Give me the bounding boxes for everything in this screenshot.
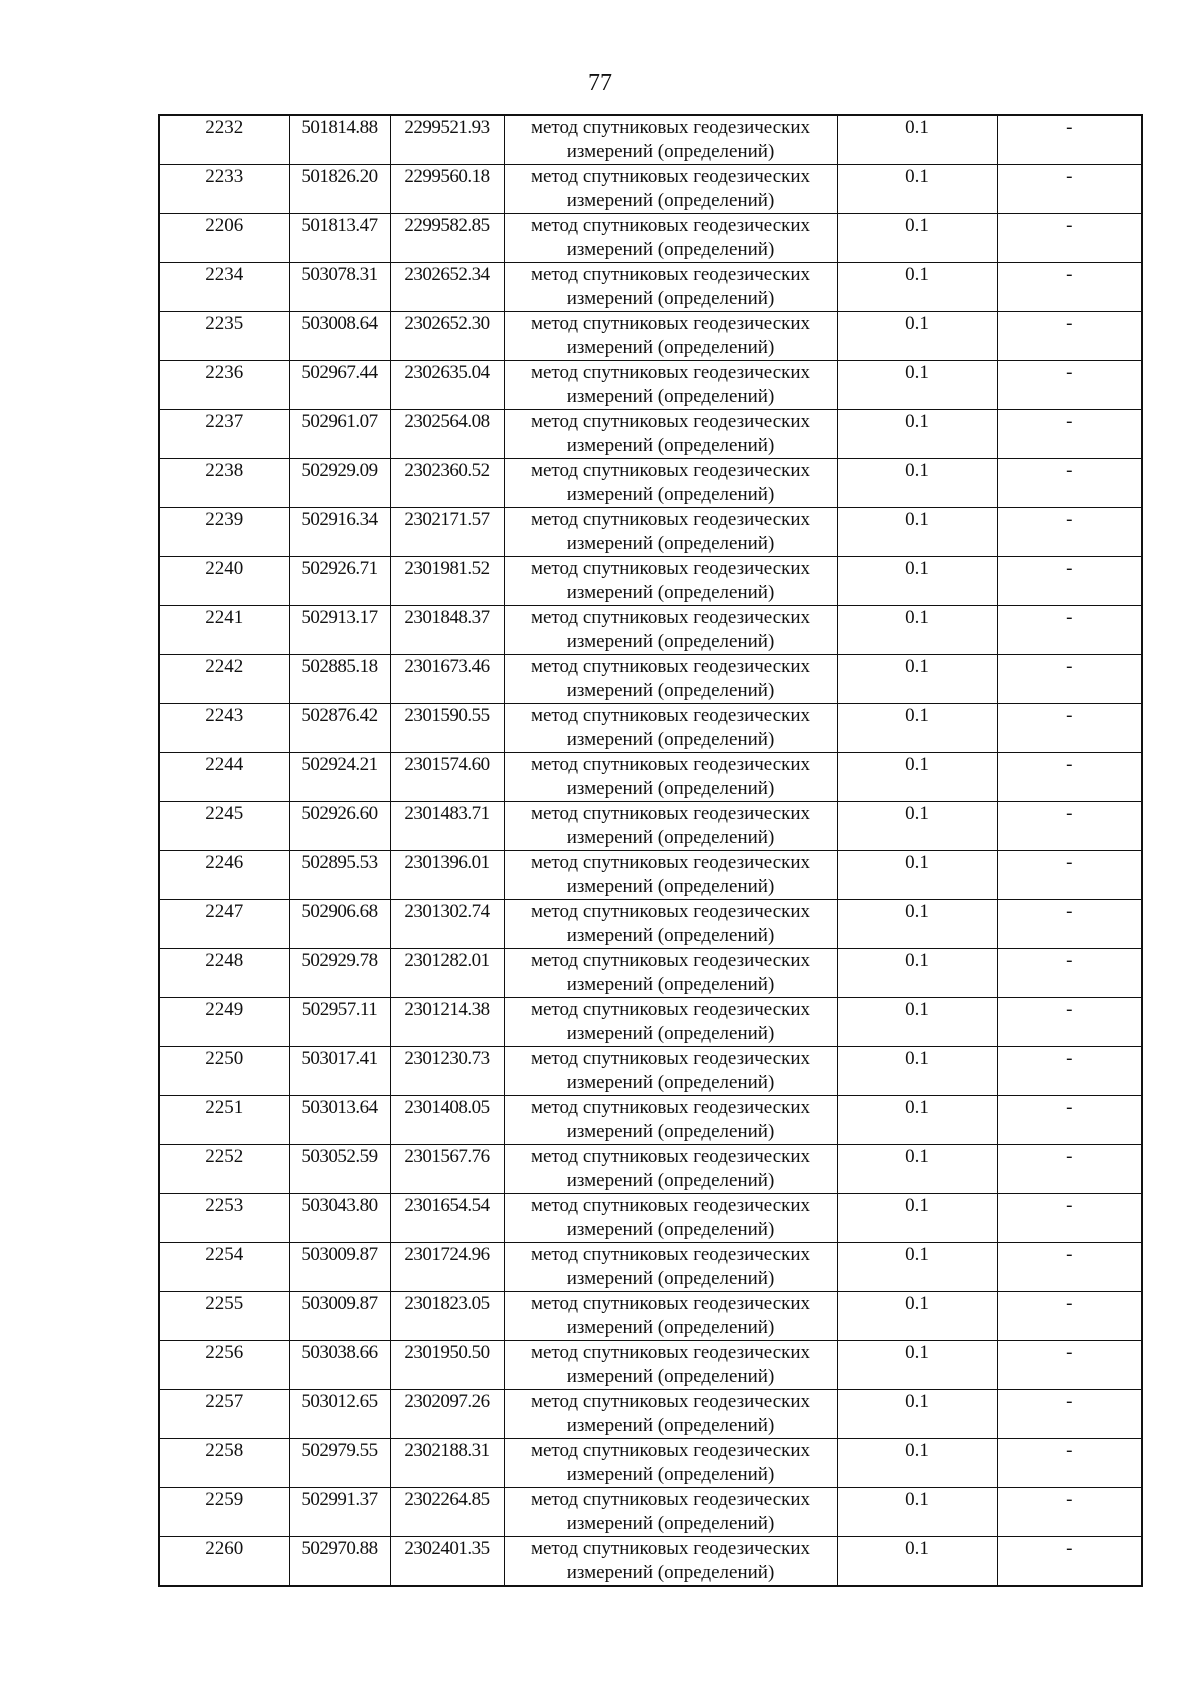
table-row (159, 1194, 1142, 1243)
x-coordinate-cell: 503017.41 (289, 1047, 390, 1096)
y-coordinate-cell: 2302652.30 (390, 312, 504, 361)
method-text-line1: метод спутниковых геодезических (530, 558, 811, 579)
y-coordinate-cell: 2301724.96 (390, 1243, 504, 1292)
accuracy-cell: 0.1 (837, 851, 997, 900)
method-text-line2: измерений (определений) (566, 1366, 775, 1387)
method-text-line2: измерений (определений) (566, 680, 775, 701)
x-coordinate-cell: 502906.68 (289, 900, 390, 949)
accuracy-cell: 0.1 (837, 1292, 997, 1341)
method-text-line1: метод спутниковых геодезических (530, 509, 811, 530)
accuracy-cell: 0.1 (837, 410, 997, 459)
y-coordinate-cell: 2301567.76 (390, 1145, 504, 1194)
method-text-line1: метод спутниковых геодезических (530, 1489, 811, 1510)
method-cell (504, 704, 837, 753)
method-text-line2: измерений (определений) (566, 435, 775, 456)
method-cell (504, 1439, 837, 1488)
accuracy-cell: 0.1 (837, 361, 997, 410)
accuracy-cell: 0.1 (837, 998, 997, 1047)
accuracy-cell: 0.1 (837, 1243, 997, 1292)
description-cell: - (997, 557, 1142, 606)
y-coordinate-cell: 2301574.60 (390, 753, 504, 802)
method-cell (504, 508, 837, 557)
y-coordinate-cell: 2301654.54 (390, 1194, 504, 1243)
table-row (159, 1145, 1142, 1194)
method-text-line2: измерений (определений) (566, 1023, 775, 1044)
table-row (159, 1537, 1142, 1587)
description-cell: - (997, 900, 1142, 949)
table-row (159, 1096, 1142, 1145)
method-text-line2: измерений (определений) (566, 484, 775, 505)
accuracy-cell: 0.1 (837, 802, 997, 851)
table-row (159, 606, 1142, 655)
method-cell (504, 998, 837, 1047)
x-coordinate-cell: 503078.31 (289, 263, 390, 312)
y-coordinate-cell: 2301823.05 (390, 1292, 504, 1341)
table-row (159, 1488, 1142, 1537)
accuracy-cell: 0.1 (837, 1488, 997, 1537)
method-cell (504, 1537, 837, 1587)
table-row (159, 361, 1142, 410)
table-row (159, 165, 1142, 214)
method-text-line1: метод спутниковых геодезических (530, 460, 811, 481)
method-cell (504, 263, 837, 312)
x-coordinate-cell: 503013.64 (289, 1096, 390, 1145)
y-coordinate-cell: 2299521.93 (390, 115, 504, 165)
method-text-line1: метод спутниковых геодезических (530, 117, 811, 138)
table-row (159, 998, 1142, 1047)
x-coordinate-cell: 503008.64 (289, 312, 390, 361)
method-text-line2: измерений (определений) (566, 1268, 775, 1289)
accuracy-cell: 0.1 (837, 1047, 997, 1096)
description-cell: - (997, 802, 1142, 851)
point-number-cell: 2246 (159, 851, 289, 900)
accuracy-cell: 0.1 (837, 1194, 997, 1243)
point-number-cell: 2245 (159, 802, 289, 851)
table-row (159, 1047, 1142, 1096)
table-row (159, 1341, 1142, 1390)
x-coordinate-cell: 502979.55 (289, 1439, 390, 1488)
table-row (159, 1439, 1142, 1488)
point-number-cell: 2243 (159, 704, 289, 753)
table-row (159, 508, 1142, 557)
y-coordinate-cell: 2302564.08 (390, 410, 504, 459)
description-cell: - (997, 1341, 1142, 1390)
method-text-line2: измерений (определений) (566, 1464, 775, 1485)
method-text-line1: метод спутниковых геодезических (530, 166, 811, 187)
method-cell (504, 1243, 837, 1292)
accuracy-cell: 0.1 (837, 1096, 997, 1145)
y-coordinate-cell: 2301673.46 (390, 655, 504, 704)
description-cell: - (997, 459, 1142, 508)
method-text-line2: измерений (определений) (566, 974, 775, 995)
method-cell (504, 753, 837, 802)
point-number-cell: 2239 (159, 508, 289, 557)
method-cell (504, 1341, 837, 1390)
method-text-line1: метод спутниковых геодезических (530, 1391, 811, 1412)
method-text-line2: измерений (определений) (566, 1415, 775, 1436)
table-row (159, 459, 1142, 508)
description-cell: - (997, 949, 1142, 998)
x-coordinate-cell: 501814.88 (289, 115, 390, 165)
accuracy-cell: 0.1 (837, 704, 997, 753)
accuracy-cell: 0.1 (837, 263, 997, 312)
method-text-line2: измерений (определений) (566, 876, 775, 897)
description-cell: - (997, 1390, 1142, 1439)
y-coordinate-cell: 2302401.35 (390, 1537, 504, 1587)
accuracy-cell: 0.1 (837, 165, 997, 214)
method-text-line1: метод спутниковых геодезических (530, 411, 811, 432)
method-text-line2: измерений (определений) (566, 1562, 775, 1583)
table-row (159, 312, 1142, 361)
method-cell (504, 214, 837, 263)
description-cell: - (997, 115, 1142, 165)
x-coordinate-cell: 502885.18 (289, 655, 390, 704)
point-number-cell: 2255 (159, 1292, 289, 1341)
method-text-line1: метод спутниковых геодезических (530, 1538, 811, 1559)
x-coordinate-cell: 502926.60 (289, 802, 390, 851)
y-coordinate-cell: 2302097.26 (390, 1390, 504, 1439)
method-text-line1: метод спутниковых геодезических (530, 705, 811, 726)
method-cell (504, 851, 837, 900)
x-coordinate-cell: 502929.78 (289, 949, 390, 998)
x-coordinate-cell: 502876.42 (289, 704, 390, 753)
description-cell: - (997, 704, 1142, 753)
table-row (159, 214, 1142, 263)
method-text-line1: метод спутниковых геодезических (530, 754, 811, 775)
description-cell: - (997, 1194, 1142, 1243)
y-coordinate-cell: 2301282.01 (390, 949, 504, 998)
method-text-line2: измерений (определений) (566, 1513, 775, 1534)
description-cell: - (997, 606, 1142, 655)
method-cell (504, 1145, 837, 1194)
x-coordinate-cell: 502895.53 (289, 851, 390, 900)
method-text-line2: измерений (определений) (566, 1219, 775, 1240)
method-text-line1: метод спутниковых геодезических (530, 1342, 811, 1363)
x-coordinate-cell: 502957.11 (289, 998, 390, 1047)
method-cell (504, 1096, 837, 1145)
method-text-line2: измерений (определений) (566, 582, 775, 603)
point-number-cell: 2244 (159, 753, 289, 802)
accuracy-cell: 0.1 (837, 753, 997, 802)
point-number-cell: 2258 (159, 1439, 289, 1488)
method-cell (504, 900, 837, 949)
accuracy-cell: 0.1 (837, 1439, 997, 1488)
accuracy-cell: 0.1 (837, 949, 997, 998)
point-number-cell: 2251 (159, 1096, 289, 1145)
x-coordinate-cell: 501813.47 (289, 214, 390, 263)
y-coordinate-cell: 2301230.73 (390, 1047, 504, 1096)
point-number-cell: 2234 (159, 263, 289, 312)
y-coordinate-cell: 2302360.52 (390, 459, 504, 508)
method-text-line1: метод спутниковых геодезических (530, 264, 811, 285)
table-row (159, 263, 1142, 312)
accuracy-cell: 0.1 (837, 900, 997, 949)
y-coordinate-cell: 2301302.74 (390, 900, 504, 949)
method-text-line1: метод спутниковых геодезических (530, 1244, 811, 1265)
point-number-cell: 2206 (159, 214, 289, 263)
description-cell: - (997, 1243, 1142, 1292)
method-text-line1: метод спутниковых геодезических (530, 852, 811, 873)
description-cell: - (997, 753, 1142, 802)
point-number-cell: 2248 (159, 949, 289, 998)
accuracy-cell: 0.1 (837, 1145, 997, 1194)
method-cell (504, 165, 837, 214)
method-text-line1: метод спутниковых геодезических (530, 656, 811, 677)
table-row (159, 704, 1142, 753)
table-row (159, 115, 1142, 165)
coordinates-table (158, 114, 1143, 1587)
method-text-line2: измерений (определений) (566, 1121, 775, 1142)
y-coordinate-cell: 2301981.52 (390, 557, 504, 606)
point-number-cell: 2235 (159, 312, 289, 361)
method-text-line1: метод спутниковых геодезических (530, 999, 811, 1020)
method-text-line2: измерений (определений) (566, 386, 775, 407)
method-text-line1: метод спутниковых геодезических (530, 1097, 811, 1118)
method-text-line2: измерений (определений) (566, 827, 775, 848)
point-number-cell: 2240 (159, 557, 289, 606)
point-number-cell: 2257 (159, 1390, 289, 1439)
point-number-cell: 2249 (159, 998, 289, 1047)
method-cell (504, 606, 837, 655)
table-row (159, 1292, 1142, 1341)
table-row (159, 900, 1142, 949)
x-coordinate-cell: 502916.34 (289, 508, 390, 557)
method-cell (504, 361, 837, 410)
description-cell: - (997, 655, 1142, 704)
method-text-line1: метод спутниковых геодезических (530, 1146, 811, 1167)
point-number-cell: 2256 (159, 1341, 289, 1390)
table-row (159, 557, 1142, 606)
point-number-cell: 2259 (159, 1488, 289, 1537)
y-coordinate-cell: 2301848.37 (390, 606, 504, 655)
accuracy-cell: 0.1 (837, 655, 997, 704)
description-cell: - (997, 263, 1142, 312)
description-cell: - (997, 998, 1142, 1047)
method-text-line2: измерений (определений) (566, 729, 775, 750)
x-coordinate-cell: 502924.21 (289, 753, 390, 802)
method-text-line2: измерений (определений) (566, 1170, 775, 1191)
point-number-cell: 2232 (159, 115, 289, 165)
accuracy-cell: 0.1 (837, 606, 997, 655)
method-cell (504, 1047, 837, 1096)
y-coordinate-cell: 2302652.34 (390, 263, 504, 312)
description-cell: - (997, 1488, 1142, 1537)
point-number-cell: 2233 (159, 165, 289, 214)
method-text-line1: метод спутниковых геодезических (530, 1440, 811, 1461)
x-coordinate-cell: 502929.09 (289, 459, 390, 508)
description-cell: - (997, 410, 1142, 459)
method-text-line1: метод спутниковых геодезических (530, 607, 811, 628)
y-coordinate-cell: 2301408.05 (390, 1096, 504, 1145)
accuracy-cell: 0.1 (837, 508, 997, 557)
y-coordinate-cell: 2299560.18 (390, 165, 504, 214)
y-coordinate-cell: 2301590.55 (390, 704, 504, 753)
x-coordinate-cell: 503009.87 (289, 1243, 390, 1292)
accuracy-cell: 0.1 (837, 1341, 997, 1390)
table-body (159, 115, 1142, 1586)
description-cell: - (997, 214, 1142, 263)
y-coordinate-cell: 2301396.01 (390, 851, 504, 900)
method-text-line1: метод спутниковых геодезических (530, 950, 811, 971)
method-text-line2: измерений (определений) (566, 631, 775, 652)
x-coordinate-cell: 502961.07 (289, 410, 390, 459)
x-coordinate-cell: 502967.44 (289, 361, 390, 410)
point-number-cell: 2250 (159, 1047, 289, 1096)
point-number-cell: 2247 (159, 900, 289, 949)
method-text-line2: измерений (определений) (566, 1072, 775, 1093)
method-cell (504, 802, 837, 851)
method-cell (504, 1194, 837, 1243)
method-text-line1: метод спутниковых геодезических (530, 1048, 811, 1069)
method-cell (504, 1488, 837, 1537)
method-text-line1: метод спутниковых геодезических (530, 215, 811, 236)
method-cell (504, 459, 837, 508)
method-cell (504, 410, 837, 459)
method-text-line2: измерений (определений) (566, 533, 775, 554)
method-text-line2: измерений (определений) (566, 925, 775, 946)
x-coordinate-cell: 503052.59 (289, 1145, 390, 1194)
method-cell (504, 1292, 837, 1341)
y-coordinate-cell: 2302635.04 (390, 361, 504, 410)
method-cell (504, 115, 837, 165)
accuracy-cell: 0.1 (837, 1537, 997, 1587)
description-cell: - (997, 1096, 1142, 1145)
method-text-line1: метод спутниковых геодезических (530, 1293, 811, 1314)
point-number-cell: 2260 (159, 1537, 289, 1587)
x-coordinate-cell: 502991.37 (289, 1488, 390, 1537)
method-text-line1: метод спутниковых геодезических (530, 313, 811, 334)
method-text-line2: измерений (определений) (566, 190, 775, 211)
description-cell: - (997, 508, 1142, 557)
point-number-cell: 2253 (159, 1194, 289, 1243)
method-text-line2: измерений (определений) (566, 337, 775, 358)
method-cell (504, 312, 837, 361)
method-text-line1: метод спутниковых геодезических (530, 362, 811, 383)
y-coordinate-cell: 2301950.50 (390, 1341, 504, 1390)
description-cell: - (997, 312, 1142, 361)
x-coordinate-cell: 502913.17 (289, 606, 390, 655)
method-text-line2: измерений (определений) (566, 141, 775, 162)
y-coordinate-cell: 2302264.85 (390, 1488, 504, 1537)
method-cell (504, 949, 837, 998)
method-text-line2: измерений (определений) (566, 778, 775, 799)
table-row (159, 1243, 1142, 1292)
point-number-cell: 2252 (159, 1145, 289, 1194)
point-number-cell: 2237 (159, 410, 289, 459)
y-coordinate-cell: 2299582.85 (390, 214, 504, 263)
description-cell: - (997, 1145, 1142, 1194)
x-coordinate-cell: 503038.66 (289, 1341, 390, 1390)
description-cell: - (997, 361, 1142, 410)
description-cell: - (997, 851, 1142, 900)
method-text-line2: измерений (определений) (566, 288, 775, 309)
method-text-line1: метод спутниковых геодезических (530, 901, 811, 922)
table-row (159, 949, 1142, 998)
method-text-line2: измерений (определений) (566, 239, 775, 260)
table-row (159, 1390, 1142, 1439)
method-cell (504, 1390, 837, 1439)
description-cell: - (997, 165, 1142, 214)
description-cell: - (997, 1537, 1142, 1587)
method-cell (504, 557, 837, 606)
point-number-cell: 2242 (159, 655, 289, 704)
x-coordinate-cell: 503043.80 (289, 1194, 390, 1243)
y-coordinate-cell: 2302171.57 (390, 508, 504, 557)
page-number: 77 (588, 70, 612, 96)
point-number-cell: 2241 (159, 606, 289, 655)
y-coordinate-cell: 2301214.38 (390, 998, 504, 1047)
x-coordinate-cell: 501826.20 (289, 165, 390, 214)
method-text-line2: измерений (определений) (566, 1317, 775, 1338)
y-coordinate-cell: 2302188.31 (390, 1439, 504, 1488)
description-cell: - (997, 1439, 1142, 1488)
method-cell (504, 655, 837, 704)
accuracy-cell: 0.1 (837, 1390, 997, 1439)
table-row (159, 410, 1142, 459)
point-number-cell: 2236 (159, 361, 289, 410)
accuracy-cell: 0.1 (837, 115, 997, 165)
table-row (159, 655, 1142, 704)
table-row (159, 753, 1142, 802)
x-coordinate-cell: 503009.87 (289, 1292, 390, 1341)
accuracy-cell: 0.1 (837, 312, 997, 361)
method-text-line1: метод спутниковых геодезических (530, 803, 811, 824)
description-cell: - (997, 1292, 1142, 1341)
accuracy-cell: 0.1 (837, 557, 997, 606)
point-number-cell: 2254 (159, 1243, 289, 1292)
table-row (159, 802, 1142, 851)
accuracy-cell: 0.1 (837, 214, 997, 263)
accuracy-cell: 0.1 (837, 459, 997, 508)
table-row (159, 851, 1142, 900)
description-cell: - (997, 1047, 1142, 1096)
x-coordinate-cell: 503012.65 (289, 1390, 390, 1439)
x-coordinate-cell: 502926.71 (289, 557, 390, 606)
point-number-cell: 2238 (159, 459, 289, 508)
x-coordinate-cell: 502970.88 (289, 1537, 390, 1587)
y-coordinate-cell: 2301483.71 (390, 802, 504, 851)
method-text-line1: метод спутниковых геодезических (530, 1195, 811, 1216)
